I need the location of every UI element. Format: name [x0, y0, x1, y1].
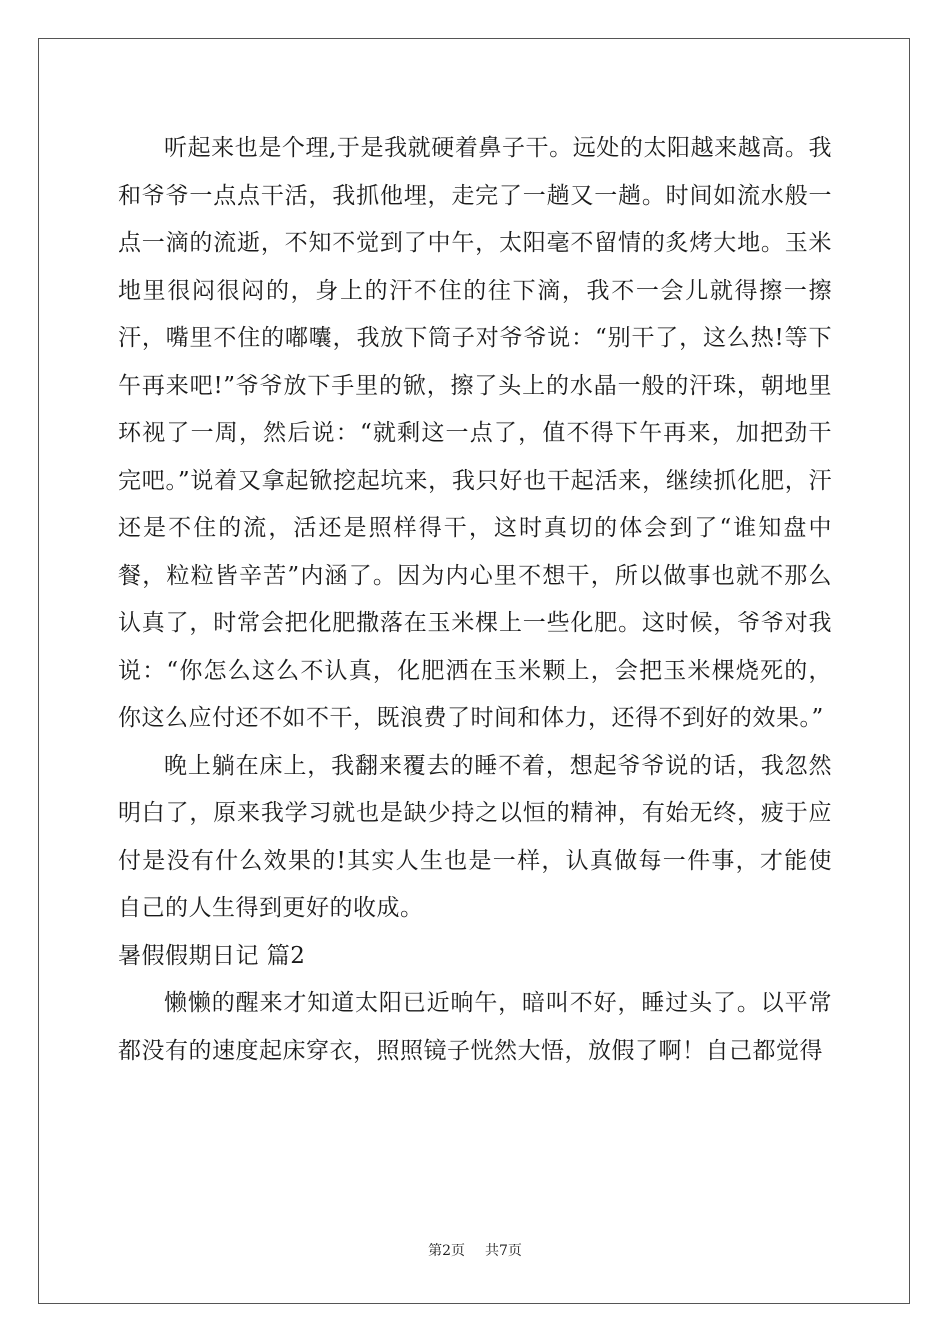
- paragraph-1: 听起来也是个理,于是我就硬着鼻子干。远处的太阳越来越高。我和爷爷一点点干活，我抓他埋，走完了一趟又一趟。时间如流水般一点一滴的流逝，不知不觉到了中午，太阳毫不留情的炙烤大地。玉米地里很闷很闷的，身上的汗不住的往下滴，我不一会儿就得擦一擦汗，嘴里不住的嘟囔，我放下筒子对爷爷说：“别干了，这么热!等下午再来吧!”爷爷放下手里的锨，擦了头上的水晶一般的汗珠，朝地里环视了一周，然后说：“就剩这一点了，值不得下午再来，加把劲干完吧。”说着又拿起锨挖起坑来，我只好也干起活来，继续抓化肥，汗还是不住的流，活还是照样得干，这时真切的体会到了“谁知盘中餐，粒粒皆辛苦”内涵了。因为内心里不想干，所以做事也就不那么认真了，时常会把化肥撒落在玉米棵上一些化肥。这时候，爷爷对我说：“你怎么这么不认真，化肥洒在玉米颗上，会把玉米棵烧死的，你这么应付还不如不干，既浪费了时间和体力，还得不到好的效果。”: [118, 135, 832, 731]
- paragraph-3: 懒懒的醒来才知道太阳已近晌午，暗叫不好，睡过头了。以平常都没有的速度起床穿衣，照照镜子恍然大悟，放假了啊！自己都觉得: [118, 990, 832, 1064]
- page-number-current: 第2页: [428, 1243, 465, 1259]
- section-heading: 暑假假期日记 篇2: [118, 942, 306, 969]
- page-number-total: 共7页: [485, 1243, 522, 1259]
- paragraph-2: 晚上躺在床上，我翻来覆去的睡不着，想起爷爷说的话，我忽然明白了，原来我学习就也是缺少持之以恒的精神，有始无终，疲于应付是没有什么效果的!其实人生也是一样，认真做每一件事，才能使自己的人生得到更好的收成。: [118, 752, 832, 921]
- document-body: [118, 125, 832, 1075]
- page-footer: [0, 1240, 950, 1260]
